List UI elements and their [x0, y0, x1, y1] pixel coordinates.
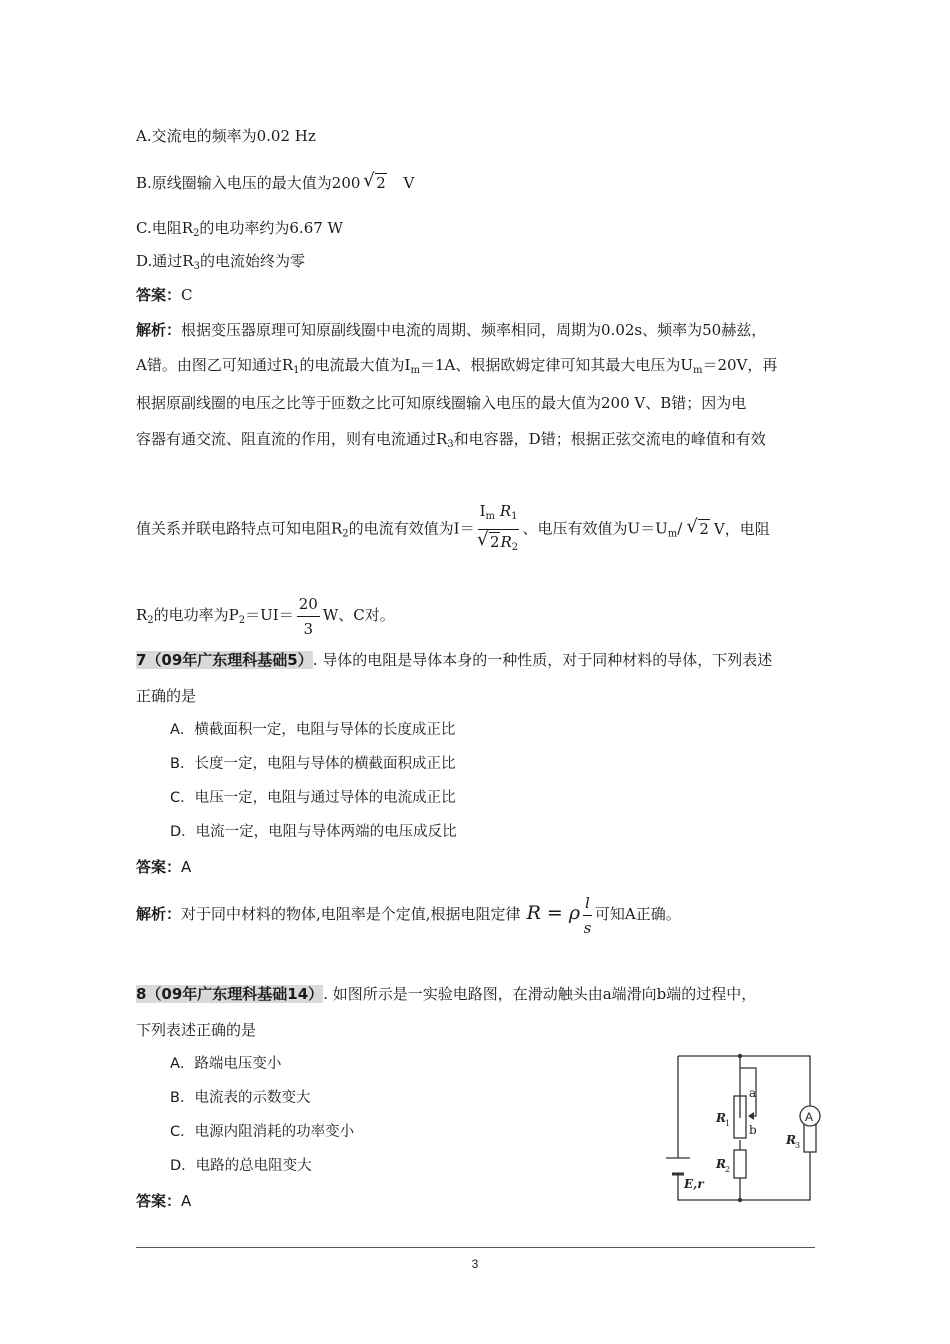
q6-option-a: A.交流电的频率为0.02 Hz: [136, 127, 316, 145]
fraction-denominator: 3: [303, 619, 314, 638]
q6-option-d-text-2: 的电流始终为零: [199, 252, 305, 270]
circuit-diagram: [652, 1048, 832, 1208]
q7-option-a: A．横截面积一定，电阻与导体的长度成正比: [170, 722, 456, 738]
question-stem: . 导体的电阻是导体本身的一种性质，对于同种材料的导体，下列表述: [312, 651, 773, 669]
q6-analysis-line-1: [136, 320, 766, 340]
subscript: m: [410, 365, 420, 376]
q6-option-b-text: B.原线圈输入电压的最大值为200: [136, 174, 361, 192]
q6-answer: [136, 285, 193, 305]
subscript: m: [692, 365, 703, 376]
analysis-text: 根据变压器原理可知原副线圈中电流的周期、频率相同，周期为0.02s、频率为50赫兹，: [181, 321, 767, 339]
subscript: 1: [511, 511, 518, 522]
sqrt-symbol: [365, 173, 387, 193]
r3-label: R: [786, 1133, 796, 1147]
subscript: 3: [447, 439, 454, 450]
sqrt-value: 2: [699, 519, 709, 538]
q6-option-c-text-2: 的电功率约为6.67 W: [199, 219, 343, 237]
q7-stem-line-1: [136, 650, 772, 670]
junction-bottom: [738, 1198, 742, 1202]
question-stem: . 如图所示是一实验电路图，在滑动触头由a端滑向b端的过程中，: [323, 985, 757, 1003]
r2-label: R: [716, 1157, 726, 1171]
fraction-numerator: 20: [297, 593, 320, 617]
r2-sub: 2: [725, 1165, 731, 1174]
analysis-text: 的电功率为P: [153, 606, 239, 624]
analysis-text: 和电容器，D错；根据正弦交流电的峰值和有效: [453, 430, 766, 448]
analysis-text: 值关系并联电路特点可知电阻R: [136, 519, 343, 538]
q7-answer: [136, 857, 191, 877]
r2-resistor: [734, 1150, 746, 1178]
subscript: m: [667, 528, 678, 540]
analysis-text: V，电阻: [713, 519, 770, 538]
analysis-label: 解析：: [136, 905, 182, 923]
subscript: 3: [193, 261, 200, 272]
q7-option-b: B．长度一定，电阻与导体的横截面积成正比: [170, 756, 456, 772]
q8-answer: [136, 1191, 191, 1211]
subscript: 2: [511, 542, 519, 553]
fraction-denominator: s: [583, 918, 592, 937]
q6-option-b: [136, 173, 414, 193]
subscript: 2: [342, 528, 349, 540]
answer-value: A: [181, 1192, 192, 1210]
q6-option-d-text: D.通过R: [136, 252, 194, 270]
q6-option-d: [136, 251, 305, 277]
q6-analysis-line-2: [136, 355, 777, 381]
q7-analysis: [136, 888, 681, 938]
contact-a-label: a: [749, 1086, 757, 1100]
subscript: 2: [147, 615, 154, 626]
frac-i: I: [479, 502, 486, 520]
q6-option-b-unit: V: [403, 174, 415, 192]
q8-option-a: A．路端电压变小: [170, 1056, 282, 1072]
sqrt-value: 2: [489, 533, 500, 551]
sqrt-value: 2: [376, 174, 386, 192]
answer-value: C: [181, 286, 193, 304]
subscript: 2: [238, 615, 246, 626]
q6-option-c-text: C.电阻R: [136, 219, 194, 237]
q8-option-d: D．电路的总电阻变大: [170, 1158, 312, 1174]
q7-option-d: D．电流一定，电阻与导体两端的电压成反比: [170, 824, 457, 840]
analysis-text: 对于同中材料的物体,电阻率是个定值,根据电阻定律: [181, 905, 521, 923]
q6-analysis-line-5: [136, 500, 770, 554]
slider-arrow: [748, 1112, 754, 1120]
q6-analysis-line-3: 根据原副线圈的电压之比等于匝数之比可知原线圈输入电压的最大值为200 V、B错；因为电: [136, 394, 747, 412]
answer-label: 答案：: [136, 286, 182, 304]
source-label: E,r: [684, 1177, 704, 1191]
circuit-wire-top: [678, 1056, 810, 1108]
analysis-text: 的电流最大值为I: [299, 356, 411, 374]
junction-top: [738, 1054, 742, 1058]
analysis-text: W、C对。: [322, 606, 395, 624]
q6-analysis-line-4: [136, 429, 766, 455]
frac-r: R: [499, 502, 512, 520]
fraction-numerator: [478, 500, 520, 530]
subscript: 2: [193, 228, 200, 239]
current-fraction: [478, 500, 520, 559]
subscript: m: [485, 511, 496, 522]
sqrt-symbol: [479, 531, 501, 553]
q8-option-c: C．电源内阻消耗的功率变小: [170, 1124, 355, 1140]
analysis-text: R: [136, 606, 148, 624]
contact-b-label: b: [749, 1123, 757, 1137]
r3-sub: 3: [795, 1141, 801, 1150]
footer-rule: [136, 1247, 815, 1248]
fraction-numerator: l: [583, 892, 592, 916]
question-tag: 8（09年广东理科基础14）: [136, 985, 324, 1003]
sqrt-symbol: [688, 502, 710, 556]
r3-resistor: [804, 1124, 816, 1152]
formula-resistance: R = ρ: [526, 902, 581, 924]
q8-stem-line-1: [136, 984, 756, 1004]
power-fraction: [297, 593, 320, 640]
ammeter-label: A: [805, 1110, 814, 1124]
answer-value: A: [181, 858, 192, 876]
page-number: 3: [471, 1257, 479, 1271]
question-tag: 7（09年广东理科基础5）: [136, 651, 313, 669]
analysis-text: 容器有通交流、阻直流的作用，则有电流通过R: [136, 430, 448, 448]
analysis-text: ＝20V，再: [702, 356, 778, 374]
analysis-text: ＝UI＝: [245, 606, 294, 624]
answer-label: 答案：: [136, 858, 182, 876]
analysis-text: A错。由图乙可知通过R: [136, 356, 294, 374]
analysis-text: ＝1A、根据欧姆定律可知其最大电压为U: [419, 356, 693, 374]
q8-option-b: B．电流表的示数变大: [170, 1090, 311, 1106]
q6-option-c: [136, 218, 343, 244]
fraction-denominator: [478, 530, 520, 559]
q8-stem-line-2: 下列表述正确的是: [136, 1021, 257, 1039]
analysis-text: 的电流有效值为I＝: [348, 519, 475, 538]
answer-label: 答案：: [136, 1192, 182, 1210]
frac-r: R: [500, 533, 512, 551]
formula-fraction: [583, 892, 592, 939]
analysis-label: 解析：: [136, 321, 182, 339]
r1-label: R: [716, 1111, 726, 1125]
subscript: 1: [293, 365, 300, 376]
analysis-text: 可知A正确。: [594, 905, 681, 923]
analysis-text: /: [677, 519, 683, 538]
q7-option-c: C．电压一定，电阻与通过导体的电流成正比: [170, 790, 456, 806]
q7-stem-line-2: 正确的是: [136, 687, 197, 705]
q6-analysis-line-6: [136, 588, 395, 642]
analysis-text: 、电压有效值为U＝U: [522, 519, 668, 538]
r1-sub: 1: [725, 1119, 731, 1128]
